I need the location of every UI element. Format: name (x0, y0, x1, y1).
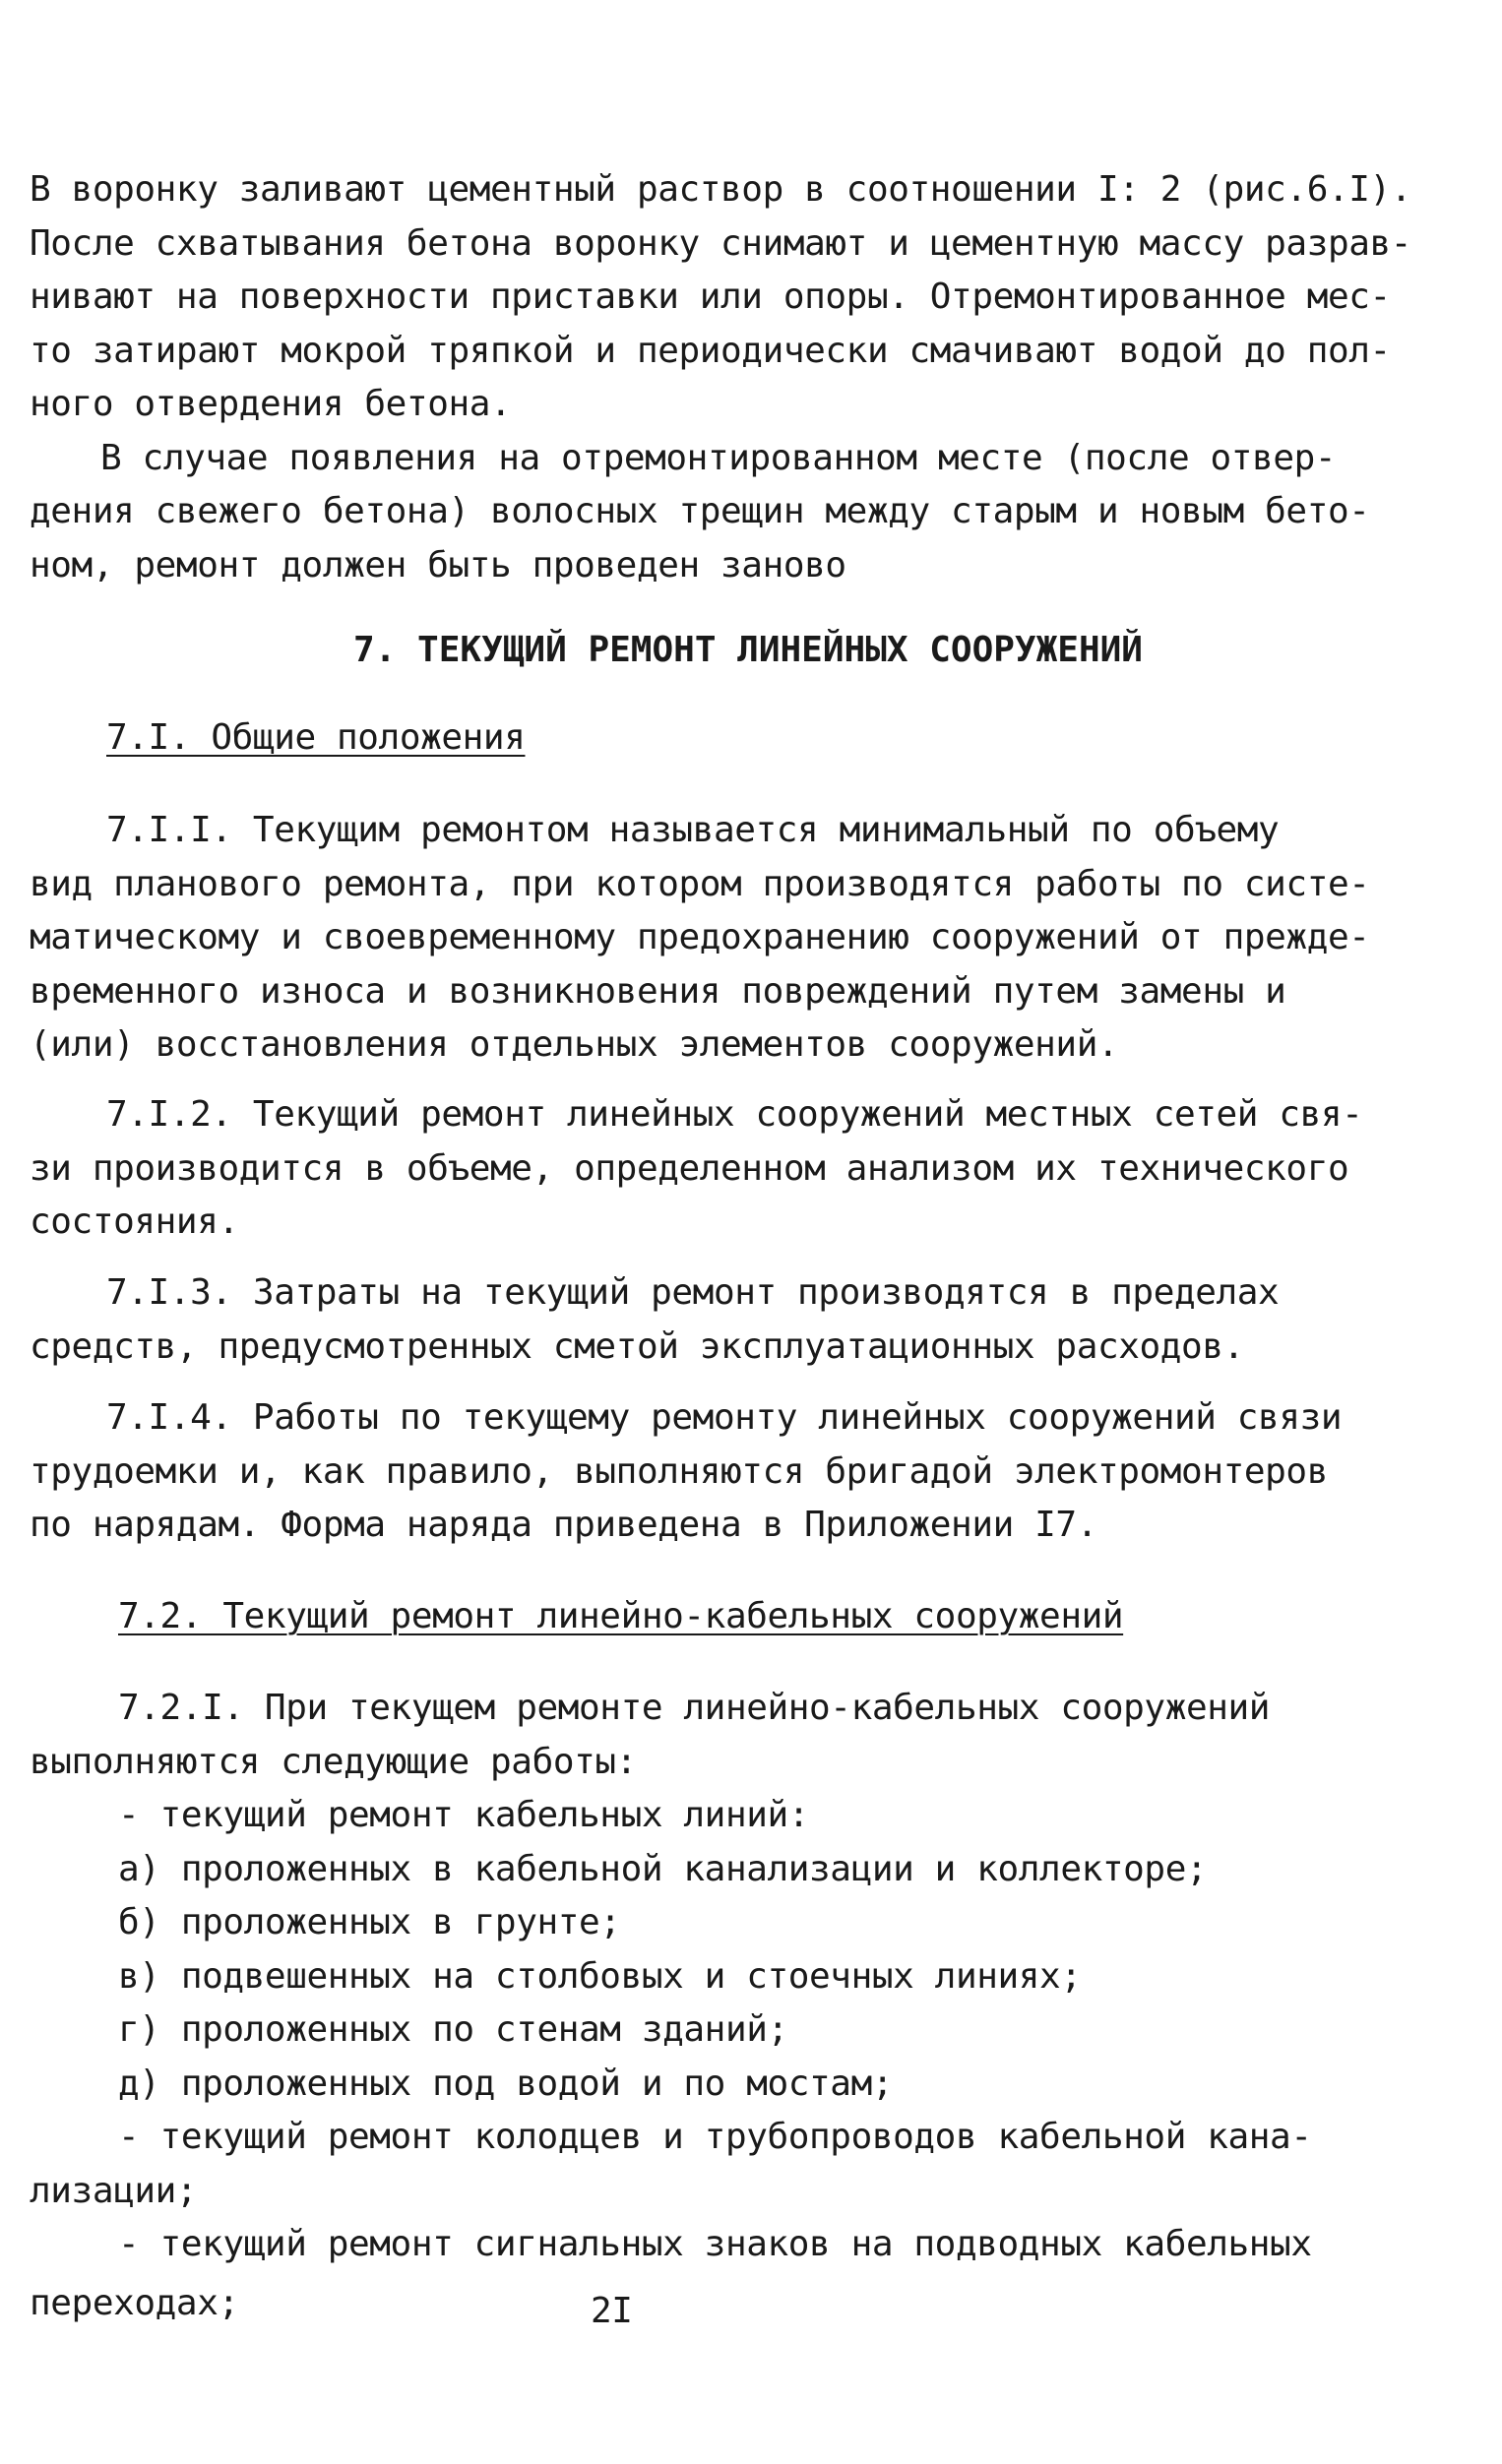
text-line: матическому и своевременному предохранению сооружений от прежде- (30, 917, 1370, 957)
text-line: 7.I.2. Текущий ремонт линейных сооружений местных сетей свя- (106, 1094, 1363, 1135)
subsection-title: 7.2. Текущий ремонт линейно-кабельных сооружений (118, 1596, 1124, 1636)
text-line: 7.2.I. При текущем ремонте линейно-кабельных сооружений (118, 1688, 1271, 1728)
document-page (30, 0, 1486, 2464)
text-line: 7.I.4. Работы по текущему ремонту линейных сооружений связи (106, 1397, 1343, 1438)
text-line: временного износа и возникновения повреждений путем замены и (30, 971, 1286, 1012)
subsection-title: 7.I. Общие положения (106, 717, 526, 758)
text-line: ного отвердения бетона. (30, 384, 512, 424)
text-line: состояния. (30, 1201, 239, 1242)
text-line: нивают на поверхности приставки или опоры. Отремонтированное мес- (30, 277, 1391, 317)
list-item: переходах; (30, 2283, 239, 2323)
list-item: г) проложенных по стенам зданий; (118, 2009, 788, 2050)
text-line: по нарядам. Форма наряда приведена в Приложении I7. (30, 1505, 1097, 1545)
text-line: выполняются следующие работы: (30, 1742, 637, 1782)
text-line: трудоемки и, как правило, выполняются бригадой электромонтеров (30, 1451, 1328, 1492)
text-line: то затирают мокрой тряпкой и периодически смачивают водой до пол- (30, 331, 1391, 371)
list-item: - текущий ремонт колодцев и трубопроводов кабельной кана- (118, 2117, 1312, 2157)
page-number: 2I (591, 2291, 633, 2331)
list-item: в) подвешенных на столбовых и стоечных линиях; (118, 1956, 1082, 1997)
list-item: а) проложенных в кабельной канализации и коллекторе; (118, 1849, 1208, 1889)
section-title: 7. ТЕКУЩИЙ РЕМОНТ ЛИНЕЙНЫХ СООРУЖЕНИЙ (353, 630, 1143, 670)
text-line: 7.I.I. Текущим ремонтом называется минимальный по объему (106, 810, 1280, 850)
list-item: б) проложенных в грунте; (118, 1902, 621, 1942)
list-item: - текущий ремонт сигнальных знаков на подводных кабельных (118, 2224, 1312, 2264)
text-line: 7.I.3. Затраты на текущий ремонт производятся в пределах (106, 1272, 1280, 1313)
text-line: дения свежего бетона) волосных трещин между старым и новым бето- (30, 491, 1370, 531)
list-item: д) проложенных под водой и по мостам; (118, 2064, 894, 2104)
list-item: лизации; (30, 2171, 198, 2211)
text-line: вид планового ремонта, при котором производятся работы по систе- (30, 864, 1370, 904)
text-line: средств, предусмотренных сметой эксплуатационных расходов. (30, 1326, 1244, 1367)
text-line: (или) восстановления отдельных элементов сооружений. (30, 1024, 1119, 1065)
text-line: зи производится в объеме, определенном анализом их технического (30, 1148, 1349, 1189)
text-line: ном, ремонт должен быть проведен заново (30, 545, 846, 585)
text-line: В случае появления на отремонтированном месте (после отвер- (100, 438, 1337, 478)
text-line: После схватывания бетона воронку снимают и цементную массу разрав- (30, 223, 1412, 264)
list-item: - текущий ремонт кабельных линий: (118, 1795, 810, 1835)
text-line: В воронку заливают цементный раствор в соотношении I: 2 (рис.6.I). (30, 169, 1412, 210)
